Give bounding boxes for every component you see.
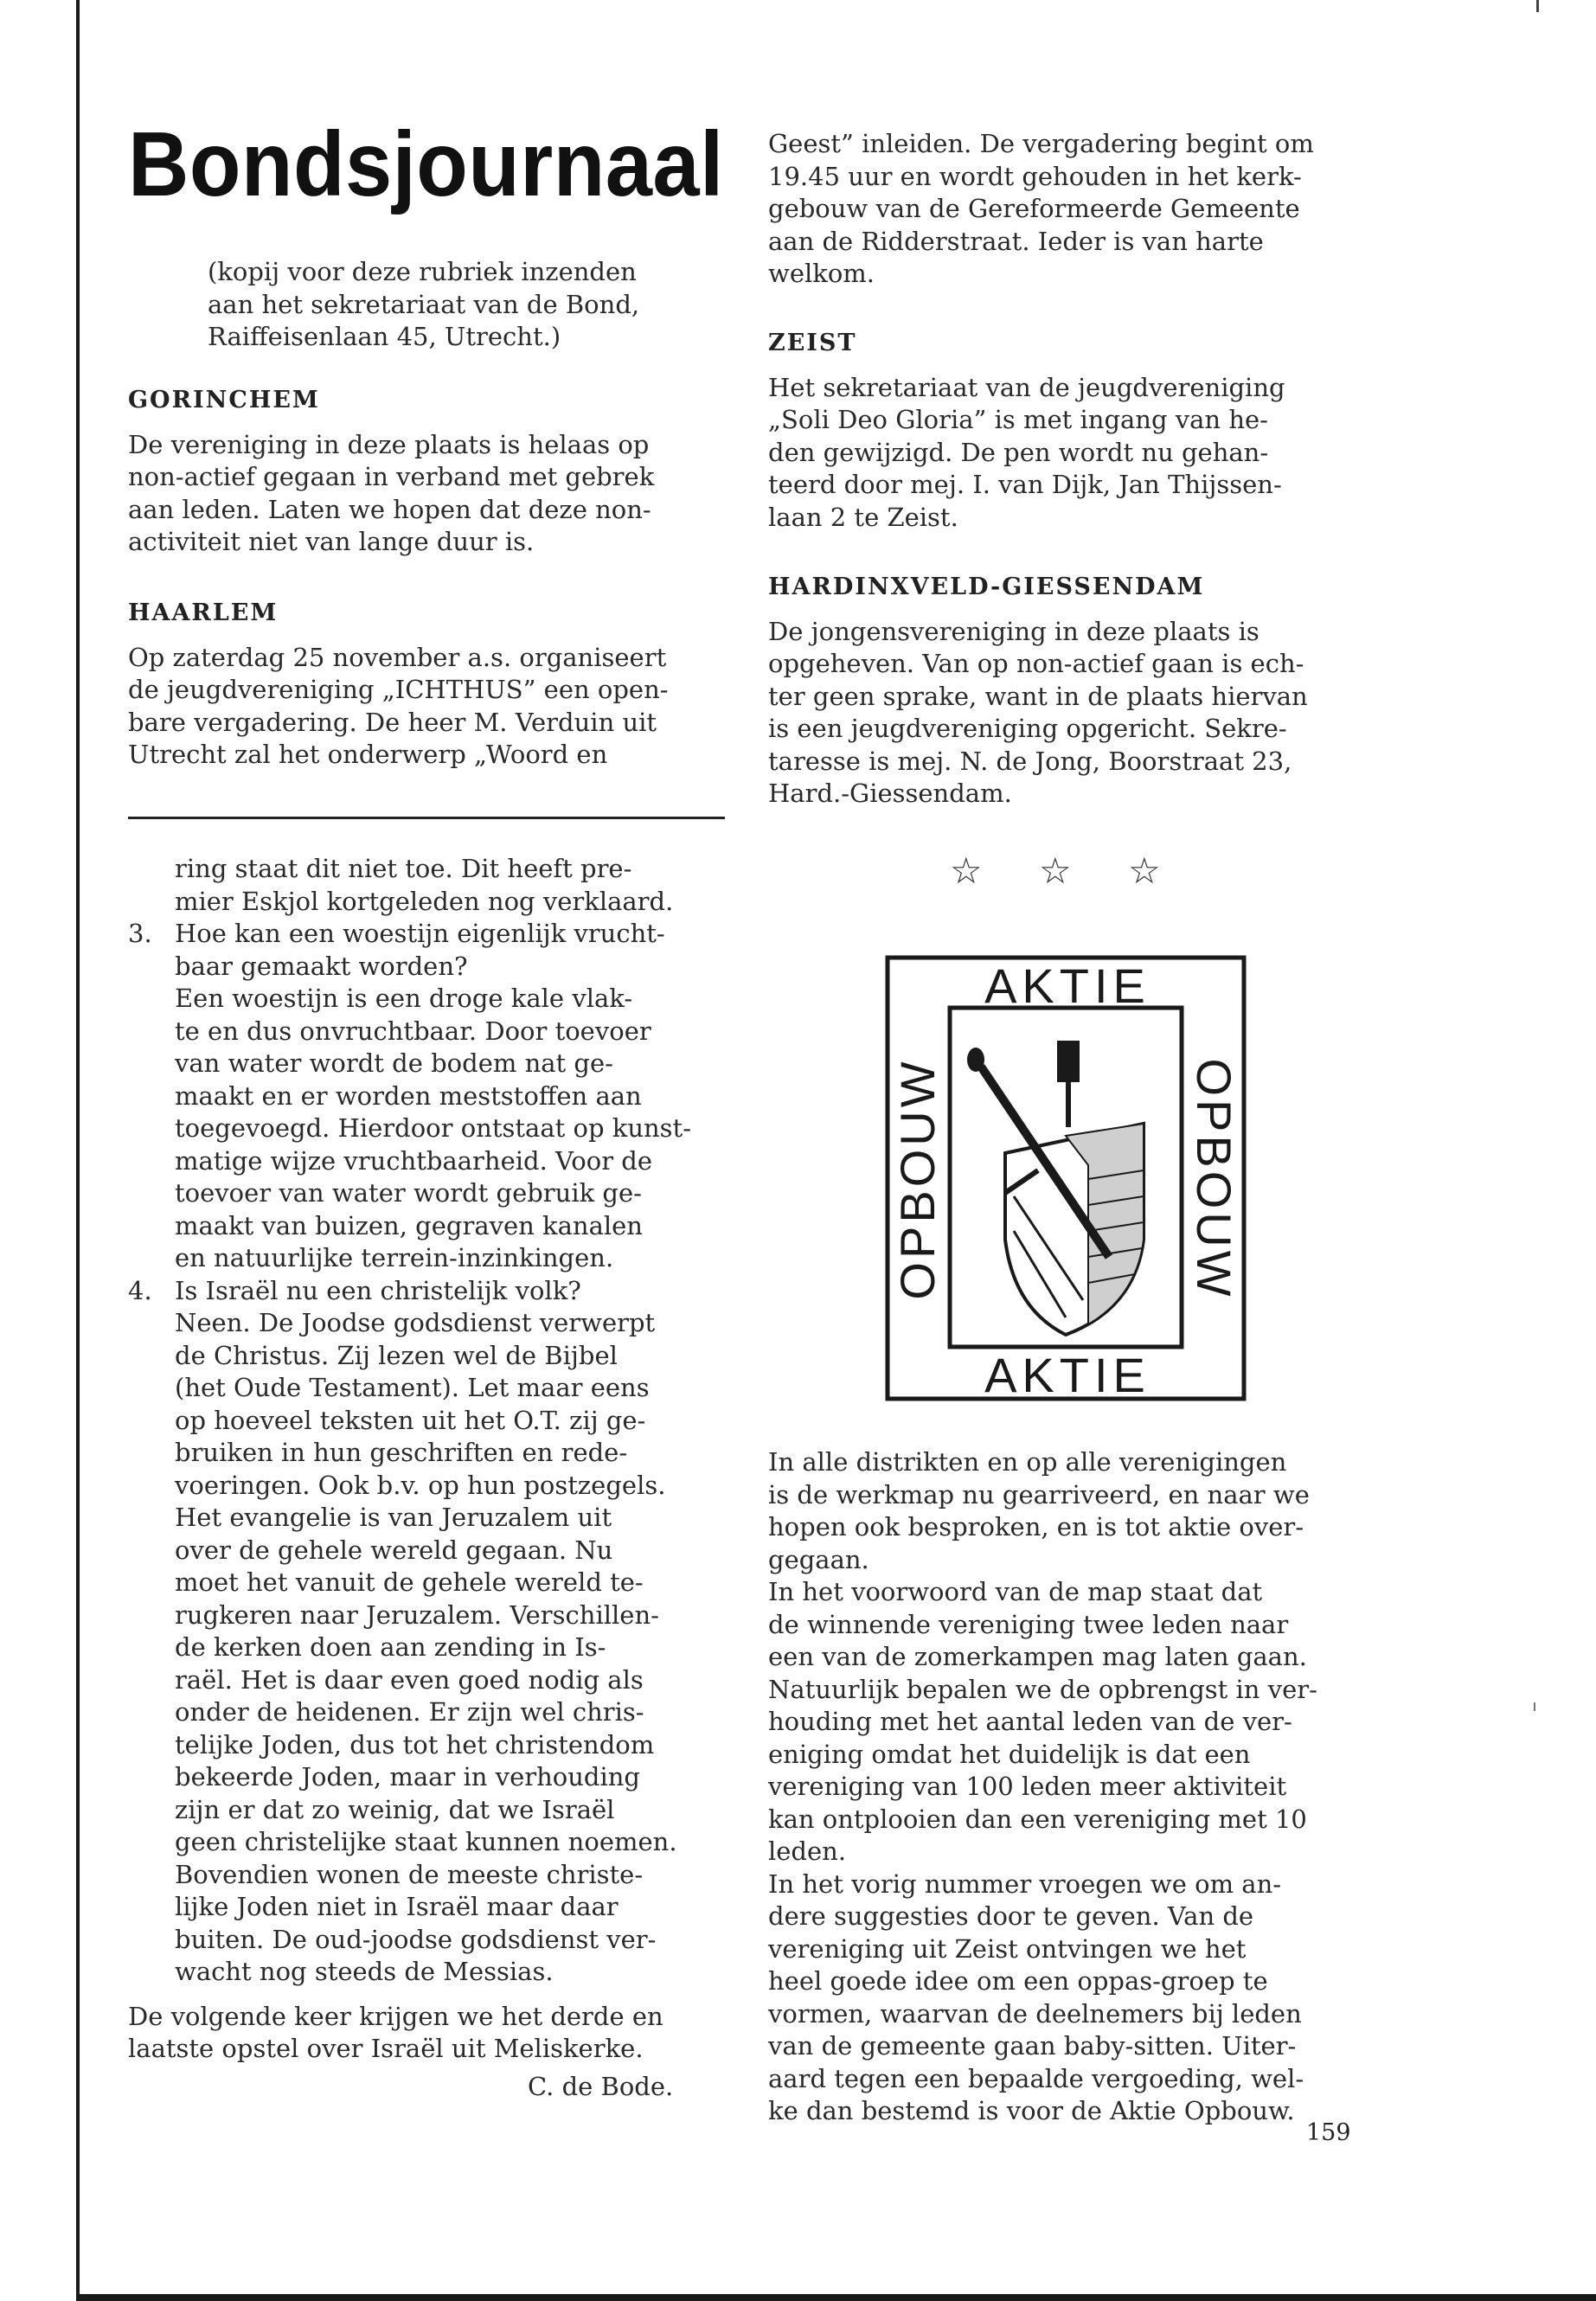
text-line: voeringen. Ook b.v. op hun postzegels. <box>175 1470 666 1500</box>
text-line: dere suggesties door te geven. Van de <box>768 1901 1254 1931</box>
text-line: op hoeveel teksten uit het O.T. zij ge- <box>175 1405 646 1435</box>
text-line: taresse is mej. N. de Jong, Boorstraat 23, <box>768 746 1292 776</box>
text-line: vormen, waarvan de deelnemers bij leden <box>768 1998 1302 2029</box>
text-line: De vereniging in deze plaats is helaas op <box>128 429 650 459</box>
section-hardinxveld <box>768 571 1382 811</box>
text-line: bekeerde Joden, maar in verhouding <box>175 1762 640 1791</box>
text-line: van water wordt de bodem nat ge- <box>175 1048 613 1078</box>
item-number: 3. <box>128 919 152 948</box>
section-heading: GORINCHEM <box>128 387 320 413</box>
page-edge-left <box>76 0 80 2301</box>
text-line: kan ontplooien dan een vereniging met 10 <box>768 1804 1307 1834</box>
section-gorinchem <box>128 384 727 559</box>
text-line: de Christus. Zij lezen wel de Bijbel <box>175 1340 618 1370</box>
text-line: den gewijzigd. De pen wordt nu gehan- <box>768 437 1269 467</box>
haarlem-continued <box>768 128 1382 291</box>
text-line: eniging omdat het duidelijk is dat een <box>768 1739 1251 1769</box>
text-line: maakt van buizen, gegraven kanalen <box>175 1210 643 1240</box>
text-line: over de gehele wereld gegaan. Nu <box>175 1535 613 1565</box>
text-line: moet het vanuit de gehele wereld te- <box>175 1567 644 1597</box>
text-line: houding met het aantal leden van de ver- <box>768 1707 1292 1736</box>
column-divider <box>128 817 725 819</box>
text-line: aard tegen een bepaalde vergoeding, wel- <box>768 2063 1304 2093</box>
text-line: 19.45 uur en wordt gehouden in het kerk- <box>768 161 1302 191</box>
section-zeist <box>768 327 1382 534</box>
text-line: (het Oude Testament). Let maar eens <box>175 1373 650 1402</box>
text-line: de jeugdvereniging „ICHTHUS” een open- <box>128 675 669 704</box>
text-line: te en dus onvruchtbaar. Door toevoer <box>175 1016 651 1046</box>
text-line: vereniging uit Zeist ontvingen we het <box>768 1933 1247 1964</box>
text-line: Raiffeisenlaan 45, Utrecht.) <box>208 322 561 351</box>
logo-right-word: OPBOUW <box>1187 1058 1241 1300</box>
intro-note <box>208 256 727 354</box>
text-line: ke dan bestemd is voor de Aktie Opbouw. <box>768 2096 1295 2125</box>
text-line: Het sekretariaat van de jeugdvereniging <box>768 372 1285 402</box>
text-line: ring staat dit niet toe. Dit heeft pre- <box>175 854 632 883</box>
text-line: bare vergadering. De heer M. Verduin uit <box>128 707 657 737</box>
page-number: 159 <box>1306 2119 1351 2146</box>
text-line: bruiken in hun geschriften en rede- <box>175 1438 628 1467</box>
logo-shield-icon <box>1005 1124 1144 1335</box>
scan-speck <box>1536 0 1539 12</box>
text-line: welkom. <box>768 259 875 288</box>
text-line: laan 2 te Zeist. <box>768 502 958 532</box>
text-line: buiten. De oud-joodse godsdienst ver- <box>175 1924 657 1954</box>
logo-top-word: AKTIE <box>984 958 1151 1013</box>
text-line: is de werkmap nu gearriveerd, en naar we <box>768 1479 1310 1509</box>
text-line: lijke Joden niet in Israël maar daar <box>175 1892 619 1921</box>
text-line: „Soli Deo Gloria” is met ingang van he- <box>768 405 1268 434</box>
text-line: gebouw van de Gereformeerde Gemeente <box>768 194 1300 223</box>
page-title: Bondsjournaal <box>128 113 724 215</box>
text-line: Een woestijn is een droge kale vlak- <box>175 984 633 1013</box>
text-line: activiteit niet van lange duur is. <box>128 527 535 556</box>
text-line: Natuurlijk bepalen we de opbrengst in ver- <box>768 1674 1317 1704</box>
text-line: zijn er dat zo weinig, dat we Israël <box>175 1794 615 1824</box>
item-number: 4. <box>128 1275 152 1305</box>
page-edge-bottom <box>76 2294 1596 2301</box>
text-line: maakt en er worden meststoffen aan <box>175 1080 642 1111</box>
text-line: aan de Ridderstraat. Ieder is van harte <box>768 226 1264 256</box>
text-line: de kerken doen aan zending in Is- <box>175 1632 606 1662</box>
text-line: de winnende vereniging twee leden naar <box>768 1609 1289 1639</box>
text-line: non-actief gegaan in verband met gebrek <box>128 462 655 491</box>
text-line: Op zaterdag 25 november a.s. organiseert <box>128 642 667 672</box>
israel-article <box>128 853 727 2103</box>
text-line: een van de zomerkampen mag laten gaan. <box>768 1642 1307 1671</box>
aktie-opbouw-logo <box>884 954 1247 1402</box>
text-line: hopen ook besproken, en is tot aktie over- <box>768 1512 1304 1541</box>
text-line: heel goede idee om een oppas-groep te <box>768 1966 1268 1996</box>
section-heading: HARDINXVELD-GIESSENDAM <box>768 574 1205 600</box>
logo-left-word: OPBOUW <box>890 1058 945 1300</box>
text-line: toevoer van water wordt gebruik ge- <box>175 1178 642 1208</box>
section-haarlem <box>128 597 727 772</box>
text-line: opgeheven. Van op non-actief gaan is ech- <box>768 649 1304 678</box>
text-line: De volgende keer krijgen we het derde en <box>128 2001 663 2031</box>
text-line: Hoe kan een woestijn eigenlijk vrucht- <box>175 919 665 948</box>
text-line: raël. Het is daar even goed nodig als <box>175 1664 644 1695</box>
section-heading: HAARLEM <box>128 599 279 626</box>
text-line: ter geen sprake, want in de plaats hiervan <box>768 681 1308 711</box>
text-line: De jongensvereniging in deze plaats is <box>768 616 1259 646</box>
text-line: leden. <box>768 1836 847 1866</box>
text-line: is een jeugdvereniging opgericht. Sekre- <box>768 714 1287 743</box>
scan-speck <box>1534 1702 1535 1711</box>
text-line: Hard.-Giessendam. <box>768 779 1012 808</box>
text-line: Bovendien wonen de meeste christe- <box>175 1859 644 1889</box>
text-line: In het vorig nummer vroegen we om an- <box>768 1868 1282 1899</box>
text-line: matige wijze vruchtbaarheid. Voor de <box>175 1145 653 1176</box>
text-line: telijke Joden, dus tot het christendom <box>175 1729 655 1759</box>
text-line: aan het sekretariaat van de Bond, <box>208 289 640 319</box>
text-line: Het evangelie is van Jeruzalem uit <box>175 1503 612 1532</box>
trowel-icon <box>1057 1041 1080 1127</box>
logo-bottom-word: AKTIE <box>984 1348 1151 1402</box>
text-line: vereniging van 100 leden meer aktiviteit <box>768 1772 1287 1801</box>
text-line: geen christelijke staat kunnen noemen. <box>175 1827 677 1856</box>
text-line: Is Israël nu een christelijk volk? <box>175 1275 581 1305</box>
text-line: laatste opstel over Israël uit Meliskerke. <box>128 2034 644 2063</box>
section-heading: ZEIST <box>768 330 857 356</box>
text-line: In het voorwoord van de map staat dat <box>768 1577 1263 1606</box>
text-line: In alle distrikten en op alle verenigingen <box>768 1447 1287 1477</box>
text-line: Neen. De Joodse godsdienst verwerpt <box>175 1308 656 1337</box>
aktie-opbouw-article <box>768 1446 1382 2128</box>
text-line: (kopij voor deze rubriek inzenden <box>208 257 637 286</box>
text-line: en natuurlijke terrein-inzinkingen. <box>175 1243 614 1272</box>
text-line: onder de heidenen. Er zijn wel chris- <box>175 1697 644 1727</box>
text-line: mier Eskjol kortgeleden nog verklaard. <box>175 886 674 916</box>
text-line: wacht nog steeds de Messias. <box>175 1957 554 1986</box>
text-line: Geest” inleiden. De vergadering begint om <box>768 129 1314 158</box>
text-line: gegaan. <box>768 1544 869 1574</box>
signature: C. de Bode. <box>528 2071 674 2101</box>
text-line: Utrecht zal het onderwerp „Woord en <box>128 740 608 769</box>
text-line: toegevoegd. Hierdoor ontstaat op kunst- <box>175 1113 692 1143</box>
text-line: rugkeren naar Jeruzalem. Verschillen- <box>175 1599 659 1630</box>
text-line: aan leden. Laten we hopen dat deze non- <box>128 494 651 524</box>
text-line: teerd door mej. I. van Dijk, Jan Thijssen- <box>768 470 1282 499</box>
star-divider-icon: ☆ ☆ ☆ <box>950 849 1183 892</box>
text-line: van de gemeente gaan baby-sitten. Uiter- <box>768 2031 1297 2061</box>
text-line: baar gemaakt worden? <box>175 951 468 981</box>
